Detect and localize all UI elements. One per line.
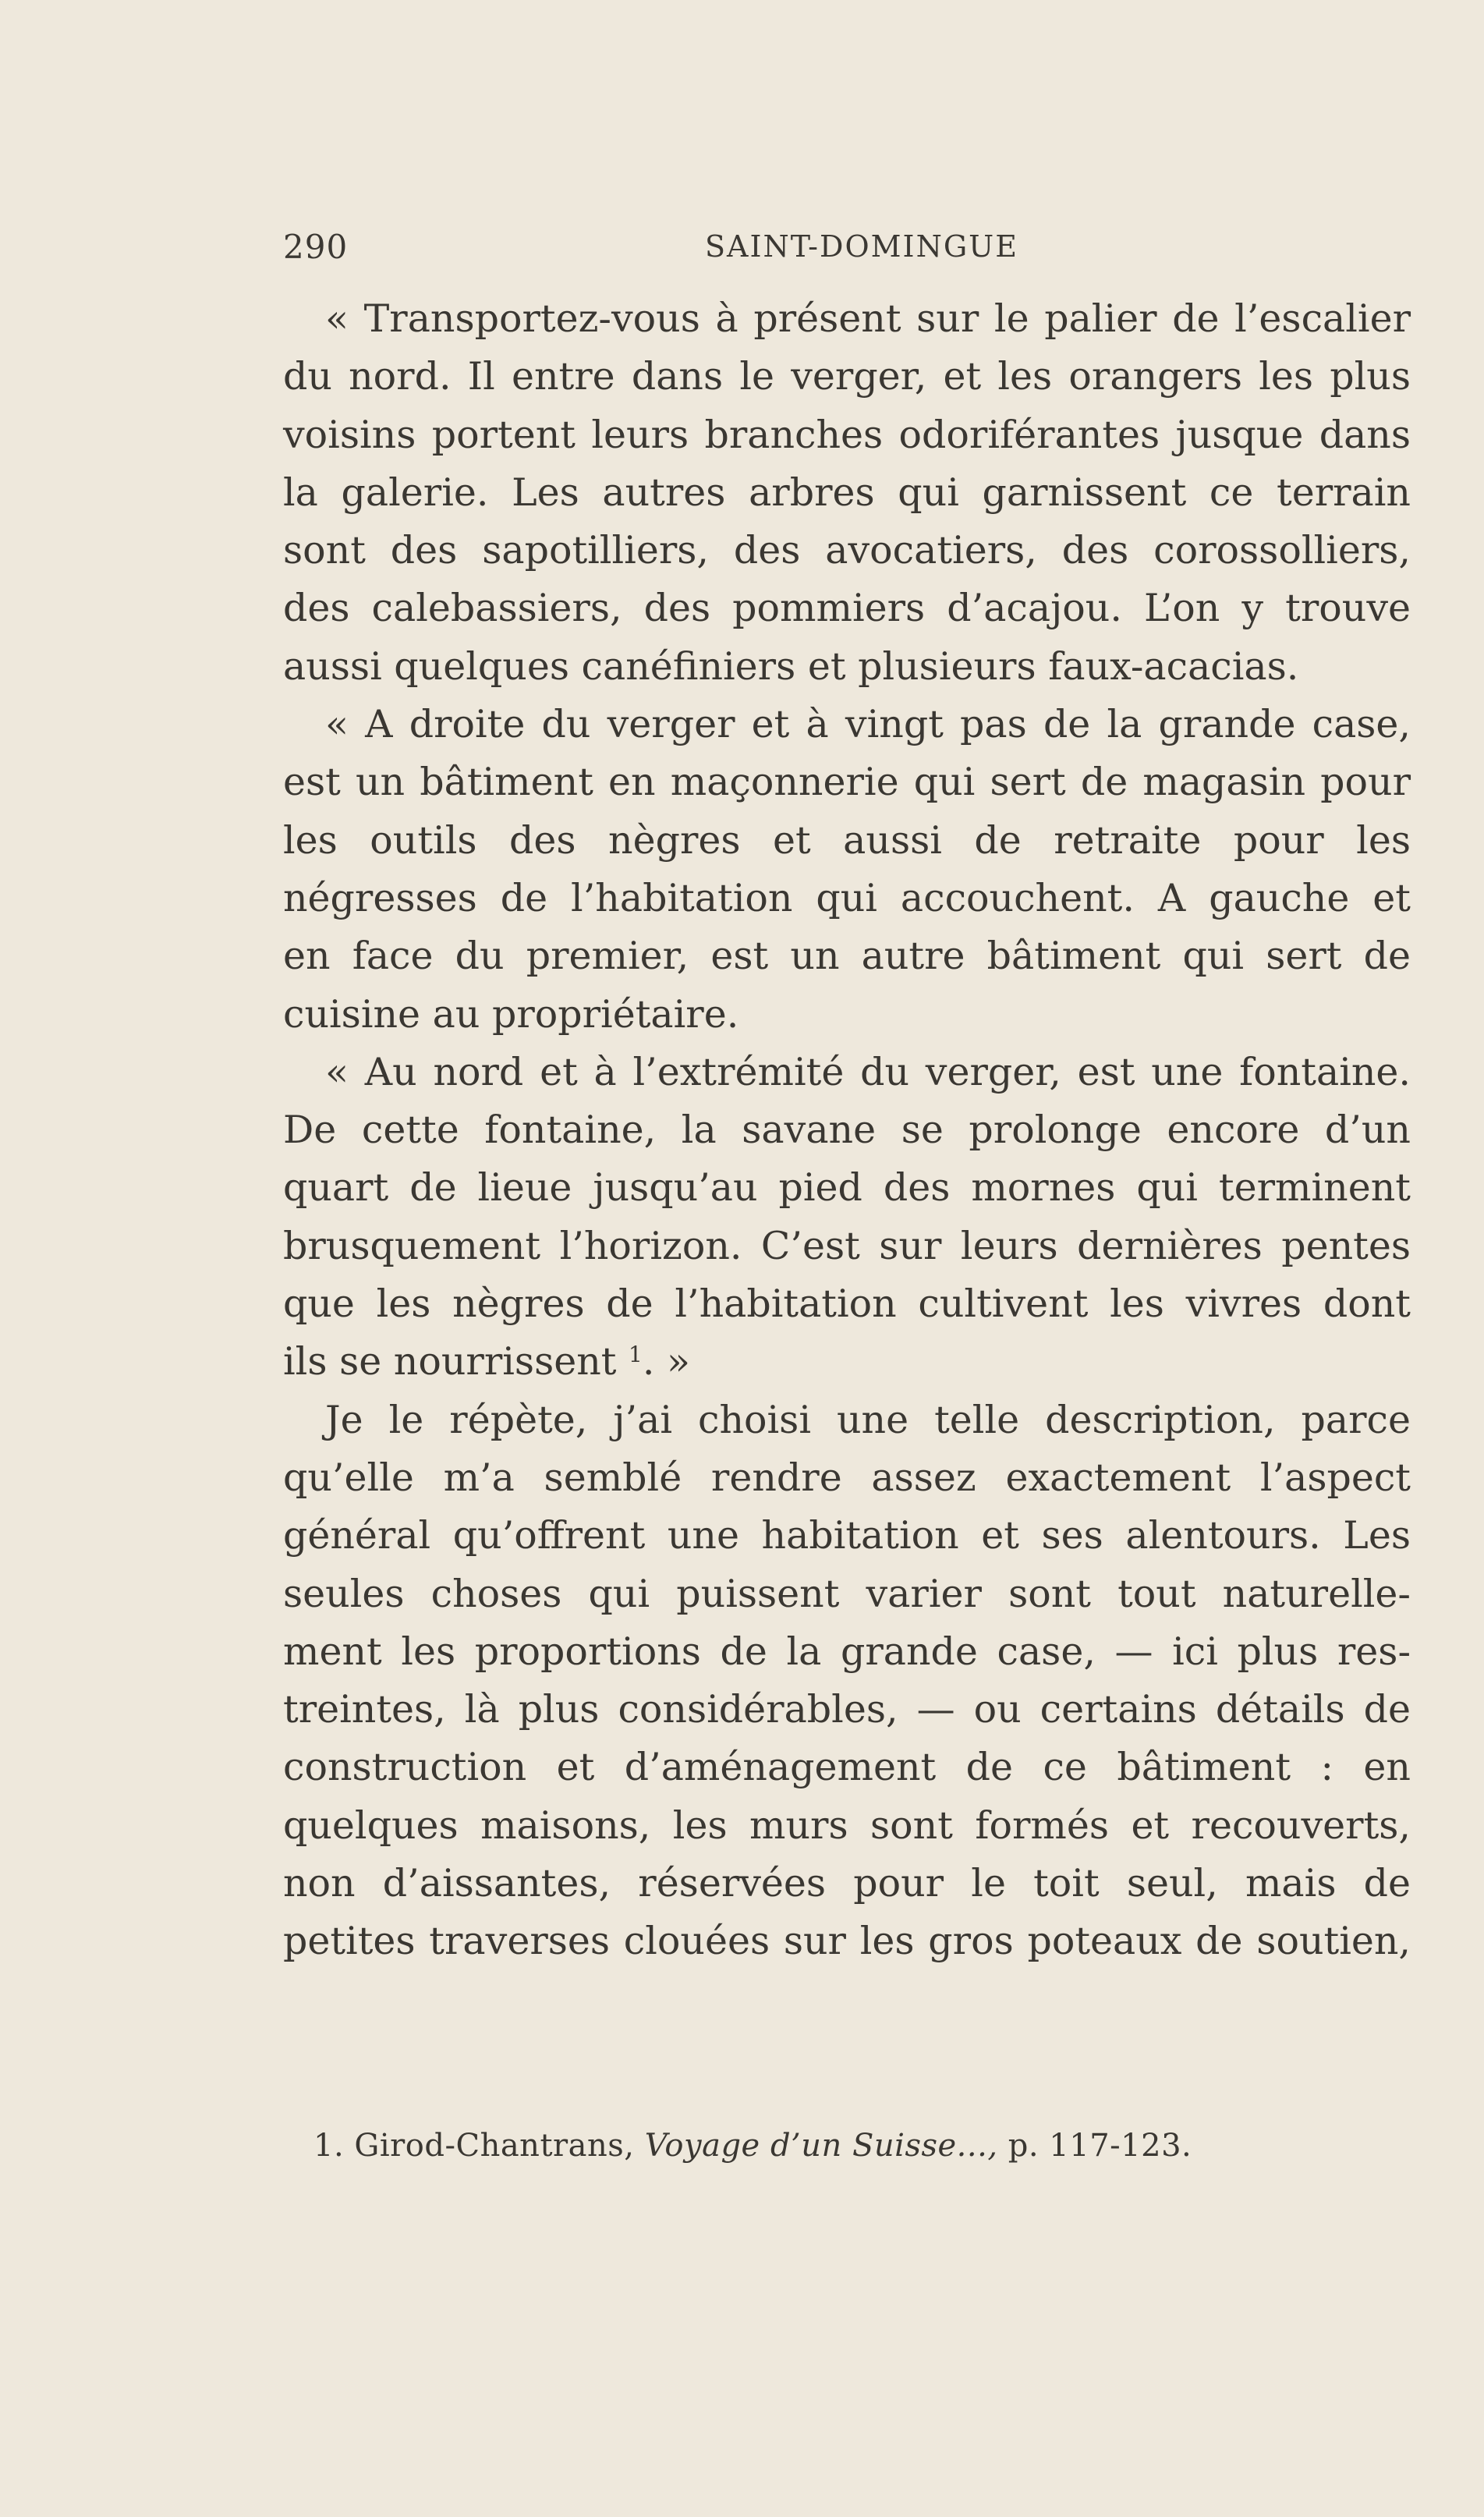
text-line: du nord. Il entre dans le verger, et les orangers les plus — [283, 354, 1411, 399]
text-line: la galerie. Les autres arbres qui garnissent ce terrain — [283, 470, 1411, 515]
text-line: voisins portent leurs branches odoriférantes jusque dans — [283, 412, 1411, 457]
text-line: « A droite du verger et à vingt pas de la grande case, — [325, 702, 1411, 747]
page-number: 290 — [283, 228, 349, 266]
footnote — [313, 2128, 1192, 2164]
text-line: qu’elle m’a semblé rendre assez exactement l’aspect — [283, 1455, 1411, 1500]
text-line: les outils des nègres et aussi de retraite pour les — [283, 817, 1411, 863]
running-title: SAINT-DOMINGUE — [705, 229, 1018, 264]
text-line: petites traverses clouées sur les gros poteaux de soutien, — [283, 1919, 1411, 1964]
text-line: « Transportez-vous à présent sur le palier de l’escalier — [325, 296, 1411, 341]
footnote-pages: p. 117-123. — [1008, 2128, 1192, 2164]
text-line: ment les proportions de la grande case, — ici plus res- — [283, 1629, 1411, 1674]
text-line: seules choses qui puissent varier sont tout naturelle- — [283, 1571, 1411, 1616]
text-line: brusquement l’horizon. C’est sur leurs dernières pentes — [283, 1223, 1411, 1268]
text-line: est un bâtiment en maçonnerie qui sert de magasin pour — [283, 760, 1411, 805]
text-line: De cette fontaine, la savane se prolonge encore d’un — [283, 1108, 1411, 1153]
footnote-author: Girod-Chantrans, — [354, 2128, 635, 2164]
footnote-reference[interactable]: 1 — [629, 1342, 643, 1368]
text-line: des calebassiers, des pommiers d’acajou. L’on y trouve — [283, 586, 1411, 631]
text-line: quelques maisons, les murs sont formés et recouverts, — [283, 1803, 1411, 1848]
text-line: « Au nord et à l’extrémité du verger, est une fontaine. — [325, 1049, 1411, 1094]
text-line-start: ils se nourrissent — [283, 1339, 617, 1384]
text-line: que les nègres de l’habitation cultivent les vivres dont — [283, 1282, 1411, 1327]
text-line: Je le répète, j’ai choisi une telle description, parce — [325, 1397, 1411, 1442]
text-line-end: . » — [642, 1339, 691, 1384]
text-line-with-footnote-ref — [283, 1333, 1411, 1391]
body-text — [283, 290, 1411, 1971]
text-line: quart de lieue jusqu’au pied des mornes qui terminent — [283, 1165, 1411, 1211]
footnote-title: Voyage d’un Suisse..., — [644, 2128, 998, 2164]
text-line: général qu’offrent une habitation et ses alentours. Les — [283, 1513, 1411, 1558]
text-line: cuisine au propriétaire. — [283, 991, 739, 1037]
text-line: treintes, là plus considérables, — ou certains détails de — [283, 1687, 1411, 1732]
page-header — [283, 228, 1411, 267]
text-line: négresses de l’habitation qui accouchent. A gauche et — [283, 875, 1411, 920]
text-line: sont des sapotilliers, des avocatiers, des corossolliers, — [283, 528, 1411, 573]
text-line: construction et d’aménagement de ce bâtiment : en — [283, 1745, 1411, 1790]
text-line: en face du premier, est un autre bâtiment qui sert de — [283, 934, 1411, 979]
footnote-number: 1. — [313, 2128, 345, 2164]
text-line: non d’aissantes, réservées pour le toit seul, mais de — [283, 1861, 1411, 1906]
text-line: aussi quelques canéfiniers et plusieurs faux-acacias. — [283, 643, 1299, 689]
